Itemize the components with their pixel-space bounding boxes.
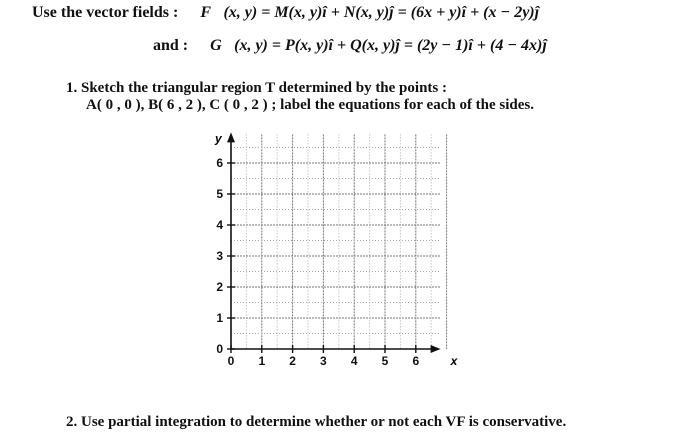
y-axis-label: y bbox=[215, 131, 222, 146]
y-tick-label: 3 bbox=[216, 249, 223, 263]
x-tick-label: 2 bbox=[289, 354, 296, 368]
y-tick-label: 4 bbox=[216, 218, 223, 232]
question-2: 2. Use partial integration to determine whether or not each VF is conservative. bbox=[66, 414, 567, 430]
x-tick-label: 0 bbox=[227, 354, 235, 368]
x-axis-label: x bbox=[450, 354, 458, 368]
line1-label: Use the vector fields : bbox=[32, 4, 179, 21]
axes bbox=[227, 132, 441, 353]
f-equation: F⃗(x, y) = M(x, y)î + N(x, y)ĵ = (6x + y)î + (x − 2y)ĵ bbox=[200, 4, 540, 21]
y-tick-label: 0 bbox=[216, 342, 223, 356]
y-tick-label: 1 bbox=[216, 311, 223, 325]
vector-field-f-line bbox=[32, 4, 539, 22]
y-tick-label: 2 bbox=[216, 280, 223, 294]
question-1-line-1: 1. Sketch the triangular region T determined by the points : bbox=[66, 80, 447, 96]
g-equation: G⃗(x, y) = P(x, y)î + Q(x, y)ĵ = (2y − 1)î + (4 − 4x)ĵ bbox=[210, 37, 547, 54]
x-tick-label: 4 bbox=[350, 354, 358, 368]
y-axis-arrow bbox=[227, 132, 235, 142]
y-tick-labels bbox=[216, 156, 223, 356]
x-axis-arrow bbox=[431, 345, 441, 353]
x-tick-labels bbox=[228, 354, 420, 368]
question-1-line-2: A( 0 , 0 ), B( 6 , 2 ), C ( 0 , 2 ) ; label the equations for each of the sides. bbox=[86, 97, 535, 113]
vector-field-g-line bbox=[153, 37, 547, 55]
y-tick-label: 5 bbox=[216, 187, 223, 201]
x-tick-label: 1 bbox=[258, 354, 266, 368]
x-tick-label: 5 bbox=[381, 354, 389, 368]
grid-lines bbox=[231, 134, 447, 349]
x-tick-label: 3 bbox=[320, 354, 327, 368]
line2-label: and : bbox=[153, 37, 189, 54]
y-tick-label: 6 bbox=[216, 156, 223, 170]
x-tick-label: 6 bbox=[412, 354, 420, 368]
coordinate-grid bbox=[195, 120, 465, 370]
